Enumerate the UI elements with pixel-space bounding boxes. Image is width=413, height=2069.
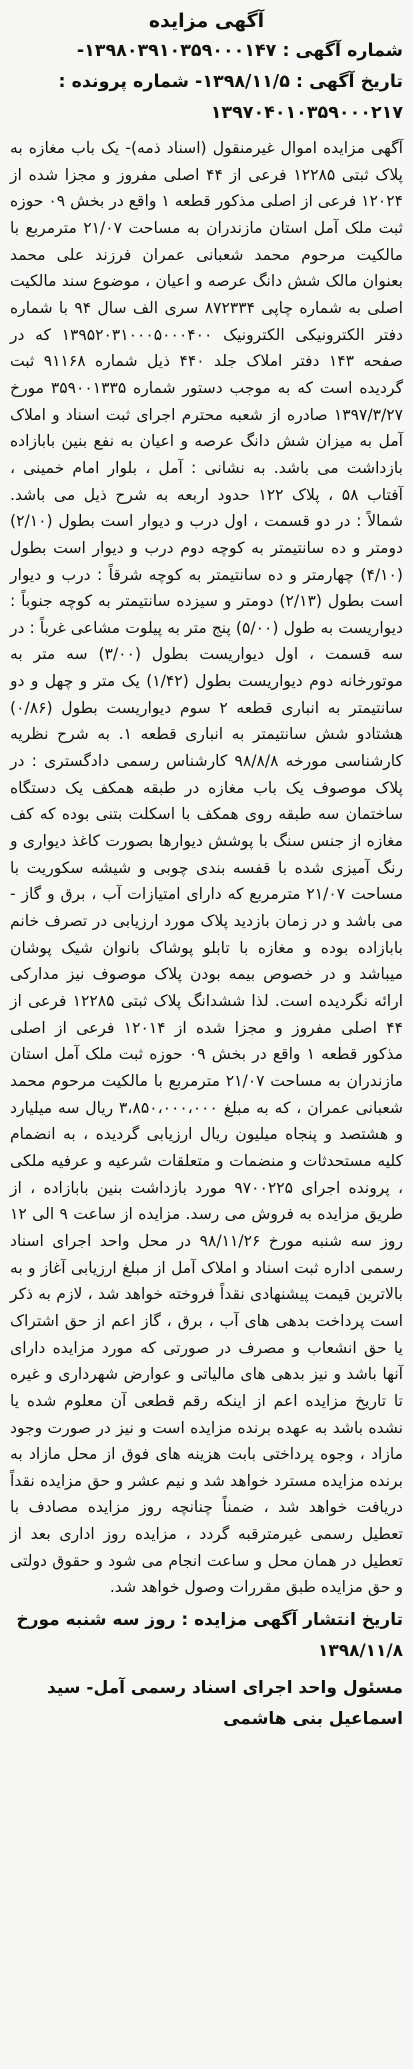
signature: مسئول واحد اجرای اسناد رسمی آمل- سید اسماعیل بنی هاشمی <box>47 1678 403 1730</box>
notice-number: شماره آگهی : ۱۳۹۸۰۳۹۱۰۳۵۹۰۰۰۱۴۷- <box>76 41 403 61</box>
notice-date: تاریخ آگهی : ۱۳۹۸/۱۱/۵- شماره پرونده : <box>58 72 403 92</box>
notice-title: آگهی مزایده <box>148 10 265 32</box>
notice-body: آگهی مزایده اموال غیرمنقول (اسناد ذمه)- یک باب مغازه به پلاک ثبتی ۱۲۲۸۵ فرعی از ۴۴ اصلی مفروز و مجزا شده از ۱۲۰۲۴ فرعی از اصلی مذکور قطعه ۱ واقع در بخش ۰۹ حوزه ثبت ملک آمل استان مازندران به مساحت ۲۱/۰۷ مترمربع با مالکیت مرحوم محمد شعبانی عمران فرزند علی محمد بعنوان مالک شش دانگ عرصه و اعیان ، موضوع سند مالکیت اصلی به شماره چاپی ۸۷۲۳۳۴ سری الف سال ۹۴ با شماره دفتر الکترونیکی الکترونیک ۱۳۹۵۲۰۳۱۰۰۰۵۰۰۰۴۰۰ که در صفحه ۱۴۳ دفتر املاک جلد ۴۴۰ ذیل شماره ۹۱۱۶۸ ثبت گردیده است که به موجب دستور شماره ۳۵۹۰۰۱۳۳۵ مورخ ۱۳۹۷/۳/۲۷ صادره از شعبه محترم اجرای ثبت اسناد و املاک آمل به میزان شش دانگ عرصه و اعیان به نفع بنین بابازاده بازداشت می باشد. به نشانی : آمل ، بلوار امام خمینی ، آفتاب ۵۸ ، پلاک ۱۲۲ حدود اربعه به شرح ذیل می باشد. شمالاً : در دو قسمت ، اول درب و دیوار است بطول (۲/۱۰) دومتر و ده سانتیمتر به کوچه دوم درب و دیوار است بطول (۴/۱۰) چهارمتر و ده سانتیمتر به کوچه شرقاً : درب و دیوار است بطول (۲/۱۳) دومتر و سیزده سانتیمتر به کوچه جنوباً : دیواریست به طول (۵/۰۰) پنج متر به پیلوت مشاعی غرباً : در سه قسمت ، اول دیواریست بطول (۳/۰۰) سه متر به موتورخانه دوم دیواریست بطول (۱/۴۲) یک متر و چهل و دو سانتیمتر به انباری قطعه ۲ سوم دیواریست بطول (۰/۸۶) هشتادو شش سانتیمتر به انباری قطعه ۱. به شرح نظریه کارشناسی مورخه ۹۸/۸/۸ کارشناس رسمی دادگستری : در پلاک موصوف یک باب مغازه در طبقه همکف یک دستگاه ساختمان سه طبقه روی همکف با اسکلت بتنی بوده که کف مغازه از جنس سنگ با پوشش دیوارها بصورت کاغذ دیواری و رنگ آمیزی شده با قفسه بندی چوبی و شیشه سکوریت با مساحت ۲۱/۰۷ مترمربع که دارای امتیازات آب ، برق و گاز - می باشد و در زمان بازدید پلاک مورد ارزیابی در تصرف خانم بابازاده بوده و مغازه با تابلو پوشاک بانوان شیک پوشان میباشد و در خصوص بیمه بودن پلاک موصوف نیز مدارکی ارائه نگردیده است. لذا ششدانگ پلاک ثبتی ۱۲۲۸۵ فرعی از ۴۴ اصلی مفروز و مجزا شده از ۱۲۰۱۴ فرعی از اصلی مذکور قطعه ۱ واقع در بخش ۰۹ حوزه ثبت ملک آمل استان مازندران به مساحت ۲۱/۰۷ مترمربع با مالکیت مرحوم محمد شعبانی عمران ، که به مبلغ ۳،۸۵۰،۰۰۰،۰۰۰ ریال سه میلیارد و هشتصد و پنجاه میلیون ریال ارزیابی گردیده ، به انضمام کلیه مستحدثات و منضمات و متعلقات شرعیه و عرفیه ملکی ، پرونده اجرای ۹۷۰۰۲۲۵ مورد بازداشت بنین بابازاده ، از طریق مزایده به فروش می رسد. مزایده از ساعت ۹ الی ۱۲ روز سه شنبه مورخ ۹۸/۱۱/۲۶ در محل واحد اجرای اسناد رسمی اداره ثبت اسناد و املاک آمل از مبلغ ارزیابی آغاز و به بالاترین قیمت پیشنهادی نقداً فروخته خواهد شد ، لازم به ذکر است پرداخت بدهی های آب ، برق ، گاز اعم از حق اشتراک یا حق انشعاب و مصرف در صورتی که مورد مزایده دارای آنها باشد و نیز بدهی های مالیاتی و عوارض شهرداری و غیره تا تاریخ مزایده اعم از اینکه رقم قطعی آن معلوم شده یا نشده باشد به عهده برنده مزایده است و نیز در صورت وجود مازاد ، وجوه پرداختی بابت هزینه های فوق از محل مازاد به برنده مزایده مسترد خواهد شد و نیم عشر و حق مزایده نقداً دریافت خواهد شد ، ضمناً چنانچه روز مزایده مصادف با تعطیل رسمی غیرمترقبه گردد ، مزایده روز اداری بعد از تعطیل در همان محل و ساعت انجام می شود و حقوق دولتی و حق مزایده طبق مقررات وصول خواهد شد. <box>10 139 404 1597</box>
case-number: ۱۳۹۷۰۴۰۱۰۳۵۹۰۰۰۲۱۷ <box>210 103 403 123</box>
publish-date: تاریخ انتشار آگهی مزایده : روز سه شنبه مورخ ۱۳۹۸/۱۱/۸ <box>16 1610 403 1662</box>
